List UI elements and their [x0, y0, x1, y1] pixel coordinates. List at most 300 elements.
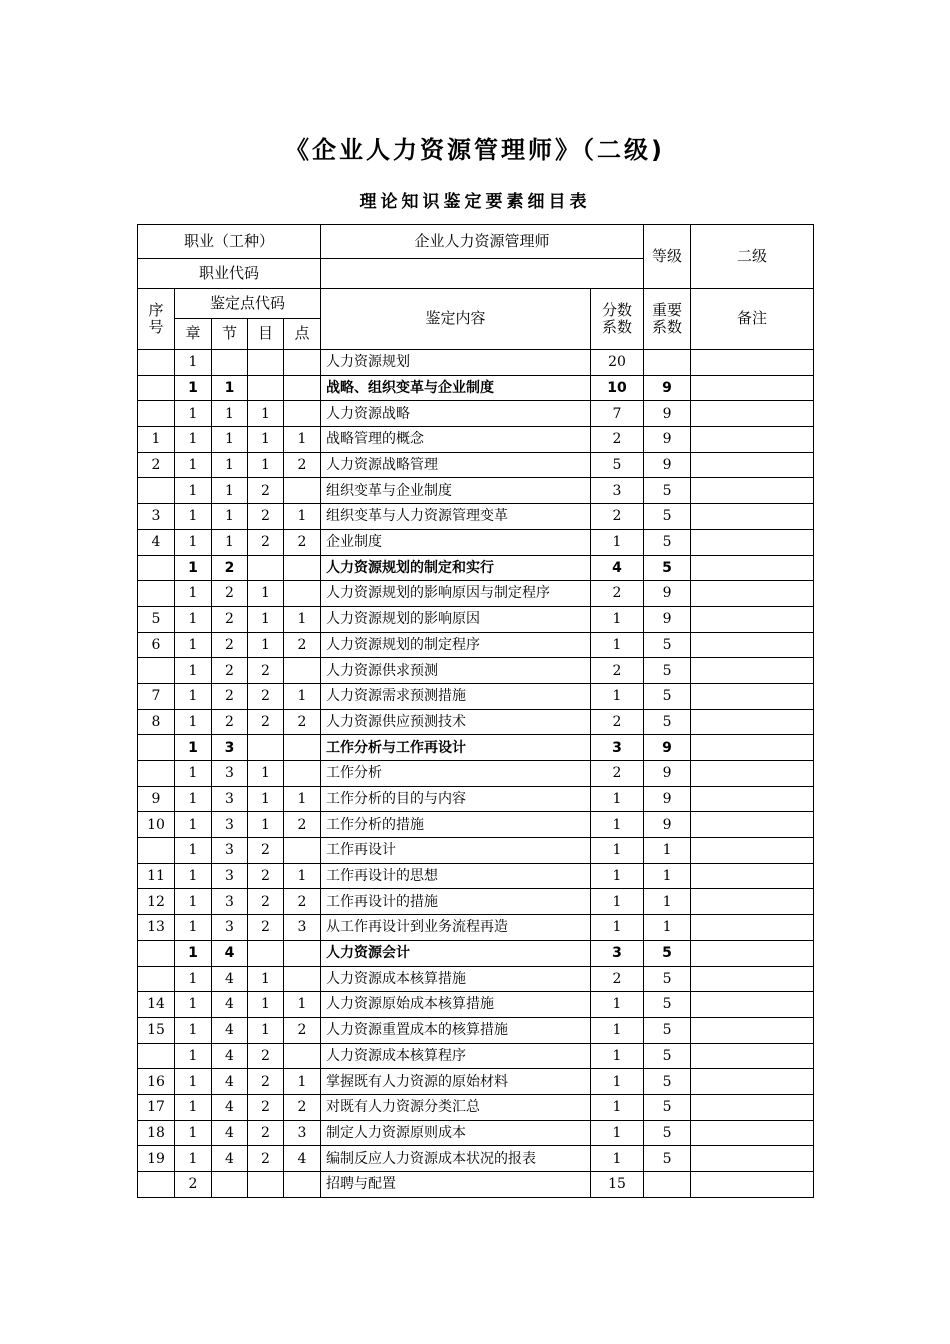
table-row [138, 632, 814, 658]
point-cell [284, 1172, 321, 1198]
score-cell: 1 [591, 1043, 644, 1069]
seq-header-line2: 号 [148, 318, 164, 336]
item-cell: 2 [248, 529, 284, 555]
item-cell: 1 [248, 761, 284, 787]
table-row [138, 863, 814, 889]
chapter-cell: 1 [175, 1017, 212, 1043]
importance-cell: 5 [644, 658, 691, 684]
remark-cell [691, 375, 814, 401]
section-cell: 3 [212, 915, 248, 941]
section-cell: 3 [212, 863, 248, 889]
table-row [138, 555, 814, 581]
item-cell: 1 [248, 606, 284, 632]
section-cell: 3 [212, 838, 248, 864]
chapter-cell: 1 [175, 735, 212, 761]
remark-cell [691, 683, 814, 709]
content-cell: 工作再设计的措施 [321, 889, 591, 915]
importance-header-line1: 重要 [652, 300, 683, 319]
importance-cell: 5 [644, 1043, 691, 1069]
score-cell: 1 [591, 992, 644, 1018]
importance-cell: 5 [644, 529, 691, 555]
importance-cell: 9 [644, 401, 691, 427]
remark-cell [691, 863, 814, 889]
importance-cell: 1 [644, 889, 691, 915]
remark-cell [691, 529, 814, 555]
remark-cell [691, 709, 814, 735]
item-cell: 2 [248, 1043, 284, 1069]
score-cell: 2 [591, 966, 644, 992]
seq-cell: 16 [138, 1069, 175, 1095]
content-cell: 工作再设计的思想 [321, 863, 591, 889]
remark-cell [691, 1069, 814, 1095]
score-cell: 5 [591, 452, 644, 478]
seq-header-line1: 序 [148, 300, 164, 319]
seq-cell: 1 [138, 427, 175, 453]
importance-cell: 5 [644, 992, 691, 1018]
content-cell: 人力资源规划的影响原因与制定程序 [321, 581, 591, 607]
table-row [138, 478, 814, 504]
content-cell: 人力资源战略 [321, 401, 591, 427]
seq-cell: 17 [138, 1094, 175, 1120]
point-cell: 3 [284, 915, 321, 941]
table-row [138, 606, 814, 632]
seq-cell [138, 478, 175, 504]
content-cell: 人力资源成本核算措施 [321, 966, 591, 992]
remark-cell [691, 452, 814, 478]
content-cell: 战略、组织变革与企业制度 [321, 375, 591, 401]
content-cell: 编制反应人力资源成本状况的报表 [321, 1146, 591, 1172]
score-cell: 3 [591, 735, 644, 761]
importance-cell: 1 [644, 915, 691, 941]
item-cell: 1 [248, 632, 284, 658]
item-cell [248, 350, 284, 376]
chapter-cell: 1 [175, 812, 212, 838]
score-cell: 1 [591, 1120, 644, 1146]
importance-cell: 5 [644, 1146, 691, 1172]
chapter-cell: 1 [175, 709, 212, 735]
point-cell [284, 966, 321, 992]
table-row [138, 504, 814, 530]
score-cell: 1 [591, 632, 644, 658]
importance-cell: 9 [644, 786, 691, 812]
content-cell: 掌握既有人力资源的原始材料 [321, 1069, 591, 1095]
chapter-cell: 1 [175, 940, 212, 966]
score-cell: 2 [591, 658, 644, 684]
score-cell: 2 [591, 504, 644, 530]
table-row [138, 658, 814, 684]
remark-cell [691, 606, 814, 632]
seq-cell: 12 [138, 889, 175, 915]
appraisal-elements-table [137, 224, 814, 1198]
table-row [138, 401, 814, 427]
remark-cell [691, 838, 814, 864]
chapter-cell: 1 [175, 1146, 212, 1172]
section-cell: 1 [212, 401, 248, 427]
table-row [138, 350, 814, 376]
point-cell [284, 555, 321, 581]
document-title: 《企业人力资源管理师》（二级) [285, 136, 665, 164]
section-header: 节 [212, 319, 248, 350]
occupation-label: 职业（工种） [138, 225, 321, 259]
item-cell: 1 [248, 581, 284, 607]
content-cell: 人力资源会计 [321, 940, 591, 966]
score-cell: 1 [591, 1017, 644, 1043]
item-cell [248, 940, 284, 966]
level-label: 等级 [644, 225, 691, 289]
section-cell: 4 [212, 940, 248, 966]
score-cell: 1 [591, 606, 644, 632]
section-cell: 4 [212, 1094, 248, 1120]
chapter-cell: 1 [175, 761, 212, 787]
importance-cell: 9 [644, 761, 691, 787]
remark-cell [691, 812, 814, 838]
chapter-header: 章 [175, 319, 212, 350]
remark-cell [691, 504, 814, 530]
section-cell: 2 [212, 683, 248, 709]
table-row [138, 1146, 814, 1172]
content-cell: 人力资源重置成本的核算措施 [321, 1017, 591, 1043]
chapter-cell: 1 [175, 1069, 212, 1095]
item-cell [248, 555, 284, 581]
importance-cell: 5 [644, 1017, 691, 1043]
level-value: 二级 [691, 225, 814, 289]
score-cell: 1 [591, 529, 644, 555]
seq-cell [138, 735, 175, 761]
chapter-cell: 1 [175, 1094, 212, 1120]
chapter-cell: 1 [175, 1043, 212, 1069]
section-cell: 4 [212, 966, 248, 992]
chapter-cell: 1 [175, 350, 212, 376]
point-cell: 1 [284, 427, 321, 453]
seq-cell [138, 581, 175, 607]
remark-cell [691, 1146, 814, 1172]
remark-cell [691, 658, 814, 684]
section-cell: 1 [212, 452, 248, 478]
item-cell: 2 [248, 504, 284, 530]
table-row [138, 915, 814, 941]
section-cell: 3 [212, 761, 248, 787]
remark-cell [691, 1120, 814, 1146]
item-cell: 1 [248, 786, 284, 812]
seq-cell [138, 401, 175, 427]
score-cell: 3 [591, 478, 644, 504]
chapter-cell: 1 [175, 581, 212, 607]
table-row [138, 1120, 814, 1146]
remark-cell [691, 581, 814, 607]
point-cell: 2 [284, 1094, 321, 1120]
item-cell: 1 [248, 427, 284, 453]
section-cell: 3 [212, 735, 248, 761]
item-cell: 1 [248, 452, 284, 478]
table-row [138, 940, 814, 966]
item-cell: 1 [248, 812, 284, 838]
importance-cell: 1 [644, 838, 691, 864]
item-cell: 2 [248, 1069, 284, 1095]
seq-cell: 2 [138, 452, 175, 478]
item-cell: 2 [248, 1094, 284, 1120]
item-cell: 2 [248, 838, 284, 864]
importance-cell [644, 350, 691, 376]
item-cell: 2 [248, 863, 284, 889]
point-cell [284, 838, 321, 864]
seq-cell [138, 838, 175, 864]
item-cell: 2 [248, 709, 284, 735]
chapter-cell: 1 [175, 504, 212, 530]
chapter-cell: 1 [175, 606, 212, 632]
remark-cell [691, 786, 814, 812]
section-cell: 1 [212, 375, 248, 401]
content-header: 鉴定内容 [321, 289, 591, 350]
point-cell [284, 735, 321, 761]
point-header: 点 [284, 319, 321, 350]
seq-cell: 6 [138, 632, 175, 658]
remark-header: 备注 [691, 289, 814, 350]
point-cell [284, 761, 321, 787]
item-cell: 1 [248, 992, 284, 1018]
importance-cell [644, 1172, 691, 1198]
item-cell [248, 375, 284, 401]
point-cell: 1 [284, 786, 321, 812]
importance-cell: 1 [644, 863, 691, 889]
table-header [138, 225, 814, 350]
table-row [138, 735, 814, 761]
importance-cell: 5 [644, 1120, 691, 1146]
content-cell: 对既有人力资源分类汇总 [321, 1094, 591, 1120]
content-cell: 招聘与配置 [321, 1172, 591, 1198]
score-cell: 3 [591, 940, 644, 966]
point-cell: 2 [284, 452, 321, 478]
table-row [138, 966, 814, 992]
importance-cell: 5 [644, 504, 691, 530]
remark-cell [691, 940, 814, 966]
section-cell: 2 [212, 581, 248, 607]
section-cell: 2 [212, 658, 248, 684]
importance-cell: 9 [644, 606, 691, 632]
seq-cell [138, 658, 175, 684]
importance-cell: 5 [644, 940, 691, 966]
score-header-line1: 分数 [602, 300, 633, 319]
table-row [138, 683, 814, 709]
item-cell: 2 [248, 915, 284, 941]
score-cell: 1 [591, 838, 644, 864]
point-cell [284, 581, 321, 607]
point-cell: 2 [284, 812, 321, 838]
remark-cell [691, 427, 814, 453]
section-cell: 2 [212, 606, 248, 632]
score-cell: 2 [591, 761, 644, 787]
section-cell: 1 [212, 427, 248, 453]
table-row [138, 838, 814, 864]
importance-cell: 9 [644, 452, 691, 478]
content-cell: 人力资源供求预测 [321, 658, 591, 684]
point-cell: 1 [284, 863, 321, 889]
seq-cell: 11 [138, 863, 175, 889]
section-cell [212, 1172, 248, 1198]
point-cell: 4 [284, 1146, 321, 1172]
seq-cell [138, 555, 175, 581]
table-row [138, 786, 814, 812]
importance-cell: 5 [644, 632, 691, 658]
chapter-cell: 1 [175, 966, 212, 992]
seq-cell: 8 [138, 709, 175, 735]
importance-cell: 5 [644, 709, 691, 735]
content-cell: 组织变革与人力资源管理变革 [321, 504, 591, 530]
point-cell [284, 350, 321, 376]
section-cell: 4 [212, 992, 248, 1018]
chapter-cell: 1 [175, 863, 212, 889]
content-cell: 工作分析的目的与内容 [321, 786, 591, 812]
remark-cell [691, 350, 814, 376]
table-row [138, 1094, 814, 1120]
score-cell: 1 [591, 1146, 644, 1172]
point-cell: 1 [284, 606, 321, 632]
section-cell: 4 [212, 1017, 248, 1043]
seq-cell: 7 [138, 683, 175, 709]
seq-cell [138, 1172, 175, 1198]
content-cell: 人力资源原始成本核算措施 [321, 992, 591, 1018]
chapter-cell: 1 [175, 478, 212, 504]
score-header-line2: 系数 [602, 318, 633, 336]
score-cell: 2 [591, 709, 644, 735]
chapter-cell: 1 [175, 401, 212, 427]
table-row [138, 1043, 814, 1069]
point-cell: 2 [284, 529, 321, 555]
chapter-cell: 1 [175, 529, 212, 555]
content-cell: 组织变革与企业制度 [321, 478, 591, 504]
remark-cell [691, 1043, 814, 1069]
chapter-cell: 2 [175, 1172, 212, 1198]
chapter-cell: 1 [175, 427, 212, 453]
point-cell: 3 [284, 1120, 321, 1146]
item-cell: 1 [248, 401, 284, 427]
table-row [138, 1069, 814, 1095]
importance-cell: 5 [644, 1069, 691, 1095]
remark-cell [691, 478, 814, 504]
content-cell: 工作分析的措施 [321, 812, 591, 838]
seq-cell: 10 [138, 812, 175, 838]
remark-cell [691, 966, 814, 992]
section-cell: 2 [212, 555, 248, 581]
remark-cell [691, 915, 814, 941]
section-cell: 1 [212, 504, 248, 530]
table-row [138, 1017, 814, 1043]
seq-cell [138, 761, 175, 787]
content-cell: 人力资源战略管理 [321, 452, 591, 478]
item-cell [248, 1172, 284, 1198]
remark-cell [691, 1017, 814, 1043]
remark-cell [691, 735, 814, 761]
chapter-cell: 1 [175, 683, 212, 709]
seq-cell: 4 [138, 529, 175, 555]
content-cell: 人力资源规划的影响原因 [321, 606, 591, 632]
score-cell: 2 [591, 427, 644, 453]
table-row [138, 889, 814, 915]
table-row [138, 452, 814, 478]
seq-cell: 13 [138, 915, 175, 941]
seq-cell [138, 350, 175, 376]
remark-cell [691, 889, 814, 915]
point-cell [284, 658, 321, 684]
item-cell: 1 [248, 966, 284, 992]
seq-cell: 14 [138, 992, 175, 1018]
importance-cell: 5 [644, 966, 691, 992]
importance-header-line2: 系数 [652, 318, 683, 336]
score-cell: 15 [591, 1172, 644, 1198]
chapter-cell: 1 [175, 889, 212, 915]
importance-cell: 9 [644, 735, 691, 761]
point-code-header: 鉴定点代码 [175, 289, 321, 319]
point-cell: 2 [284, 889, 321, 915]
table-row [138, 761, 814, 787]
document-subtitle: 理论知识鉴定要素细目表 [359, 192, 591, 212]
chapter-cell: 1 [175, 992, 212, 1018]
table-row [138, 1172, 814, 1198]
table-row [138, 375, 814, 401]
score-cell: 10 [591, 375, 644, 401]
section-cell: 1 [212, 478, 248, 504]
score-cell: 1 [591, 889, 644, 915]
point-cell [284, 940, 321, 966]
section-cell: 4 [212, 1069, 248, 1095]
table-row [138, 529, 814, 555]
score-cell: 20 [591, 350, 644, 376]
chapter-cell: 1 [175, 375, 212, 401]
chapter-cell: 1 [175, 786, 212, 812]
importance-cell: 5 [644, 555, 691, 581]
content-cell: 人力资源规划的制定和实行 [321, 555, 591, 581]
point-cell [284, 1043, 321, 1069]
chapter-cell: 1 [175, 555, 212, 581]
score-header [591, 289, 644, 350]
chapter-cell: 1 [175, 452, 212, 478]
content-cell: 人力资源供应预测技术 [321, 709, 591, 735]
importance-cell: 5 [644, 683, 691, 709]
content-cell: 人力资源规划的制定程序 [321, 632, 591, 658]
occupation-value: 企业人力资源管理师 [321, 225, 644, 259]
remark-cell [691, 992, 814, 1018]
item-cell: 2 [248, 1120, 284, 1146]
seq-cell: 3 [138, 504, 175, 530]
score-cell: 1 [591, 863, 644, 889]
point-cell: 2 [284, 709, 321, 735]
point-cell: 2 [284, 1017, 321, 1043]
score-cell: 4 [591, 555, 644, 581]
remark-cell [691, 555, 814, 581]
chapter-cell: 1 [175, 1120, 212, 1146]
item-cell: 2 [248, 1146, 284, 1172]
score-cell: 1 [591, 915, 644, 941]
importance-cell: 9 [644, 812, 691, 838]
section-cell: 3 [212, 812, 248, 838]
occupation-code-label: 职业代码 [138, 259, 321, 289]
seq-cell [138, 940, 175, 966]
section-cell: 1 [212, 529, 248, 555]
section-cell: 2 [212, 709, 248, 735]
point-cell [284, 478, 321, 504]
importance-cell: 9 [644, 375, 691, 401]
remark-cell [691, 632, 814, 658]
score-cell: 1 [591, 1094, 644, 1120]
point-cell: 1 [284, 992, 321, 1018]
importance-cell: 9 [644, 581, 691, 607]
item-header: 目 [248, 319, 284, 350]
content-cell: 工作分析与工作再设计 [321, 735, 591, 761]
score-cell: 1 [591, 683, 644, 709]
score-cell: 1 [591, 812, 644, 838]
section-cell: 2 [212, 632, 248, 658]
item-cell: 2 [248, 658, 284, 684]
point-cell: 1 [284, 1069, 321, 1095]
